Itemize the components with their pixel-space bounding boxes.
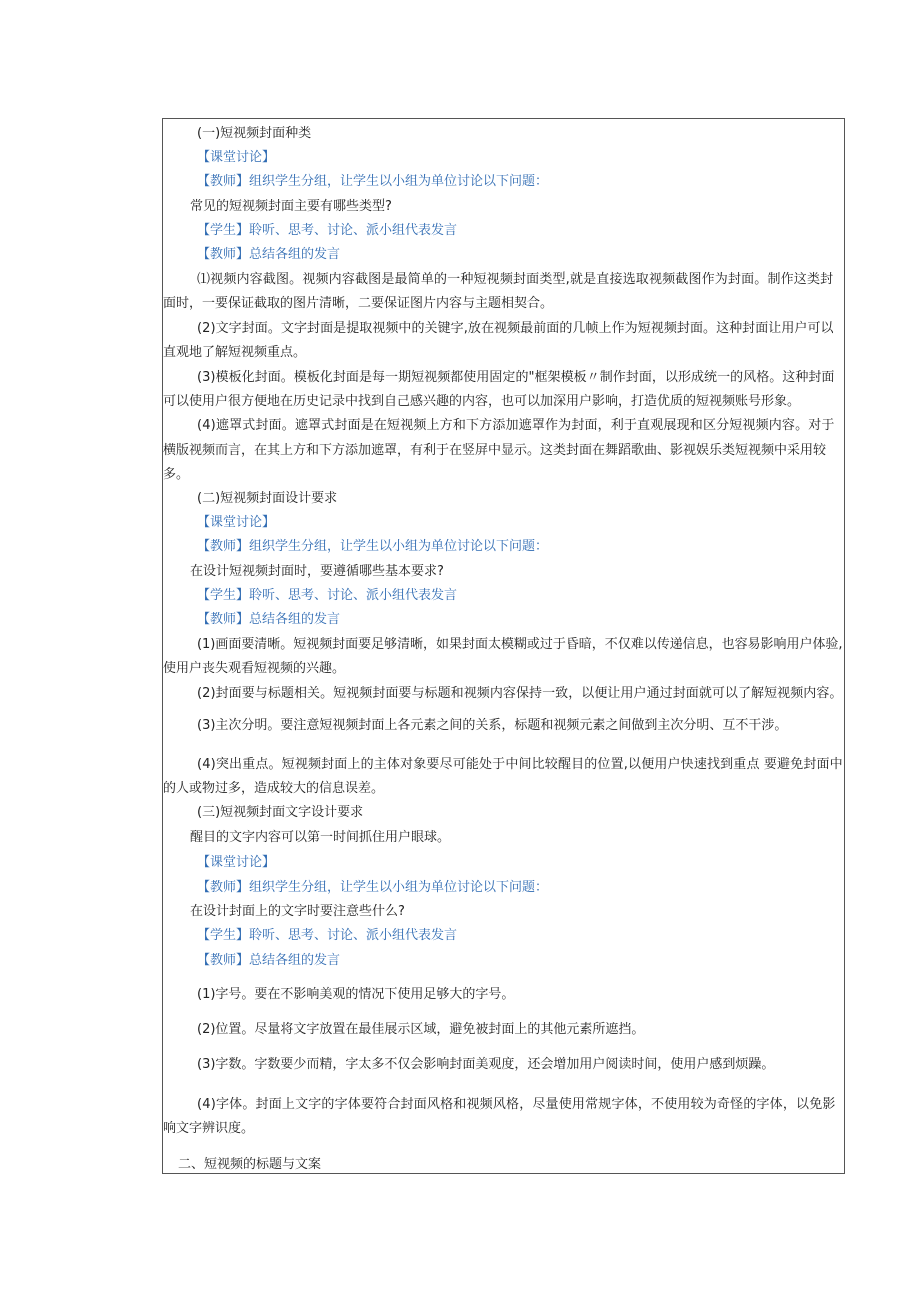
text-line-8: 面时，一要保证截取的图片清晰，二要保证图片内容与主题相契合。 xyxy=(163,296,554,311)
text-line-34: 【教师】总结各组的发言 xyxy=(197,953,341,968)
text-line-39: 响文字辨识度。 xyxy=(163,1121,255,1136)
text-line-14: 横版视频而言，在其上方和下方添加遮罩，有利于在竖屏中显示。这类封面在舞蹈歌曲、影视娱乐类短视频中采用较 xyxy=(163,443,827,458)
text-line-38: (4)字体。封面上文字的字体要符合封面风格和视频风格，尽量使用常规字体，不使用较为奇怪的字体，以免影 xyxy=(197,1097,836,1112)
text-line-33: 【学生】聆听、思考、讨论、派小组代表发言 xyxy=(197,928,458,943)
text-line-32: 在设计封面上的文字时要注意些什么? xyxy=(190,904,405,919)
text-line-24: (2)封面要与标题相关。短视频封面要与标题和视频内容保持一致，以便让用户通过封面就可以了解短视频内容。 xyxy=(197,686,843,701)
text-line-26: (4)突出重点。短视频封面上的主体对象要尽可能处于中间比较醒目的位置,以便用户快速找到重点 要避免封面中 xyxy=(197,757,843,772)
text-line-2: 【课堂讨论】 xyxy=(197,150,276,165)
text-line-9: (2)文字封面。文字封面是提取视频中的关键字,放在视频最前面的几帧上作为短视频封面。这种封面让用户可以 xyxy=(197,321,834,336)
text-line-25: (3)主次分明。要注意短视频封面上各元素之间的关系，标题和视频元素之间做到主次分明、互不干涉。 xyxy=(197,718,788,733)
text-line-27: 的人或物过多，造成较大的信息误差。 xyxy=(163,781,385,796)
text-line-31: 【教师】组织学生分组，让学生以小组为单位讨论以下问题： xyxy=(197,880,549,895)
text-line-5: 【学生】聆听、思考、讨论、派小组代表发言 xyxy=(197,223,458,238)
text-line-21: 【教师】总结各组的发言 xyxy=(197,612,341,627)
text-line-17: 【课堂讨论】 xyxy=(197,515,276,530)
text-line-1: (一)短视频封面种类 xyxy=(197,126,312,141)
text-line-15: 多。 xyxy=(163,467,190,482)
text-line-20: 【学生】聆听、思考、讨论、派小组代表发言 xyxy=(197,588,458,603)
text-line-30: 【课堂讨论】 xyxy=(197,855,276,870)
text-line-16: (二)短视频封面设计要求 xyxy=(197,491,338,506)
text-line-4: 常见的短视频封面主要有哪些类型? xyxy=(190,199,392,214)
text-line-13: (4)遮罩式封面。遮罩式封面是在短视频上方和下方添加遮罩作为封面，利于直观展现和区分短视频内容。对于 xyxy=(197,418,835,433)
text-line-12: 可以使用户很方便地在历史记录中找到自己感兴趣的内容，也可以加深用户影响，打造优质的短视频账号形象。 xyxy=(163,394,801,409)
text-line-29: 醒目的文字内容可以第一时间抓住用户眼球。 xyxy=(190,830,451,845)
text-line-11: (3)模板化封面。模板化封面是每一期短视频都使用固定的"框架模板〃制作封面，以形成统一的风格。这种封面 xyxy=(197,370,835,385)
text-line-19: 在设计短视频封面时，要遵循哪些基本要求? xyxy=(190,564,444,579)
text-line-23: 使用户丧失观看短视频的兴趣。 xyxy=(163,661,346,676)
text-line-37: (3)字数。字数要少而精，字太多不仅会影响封面美观度，还会增加用户阅读时间，使用户感到烦躁。 xyxy=(197,1057,775,1072)
text-line-35: (1)字号。要在不影响美观的情况下使用足够大的字号。 xyxy=(197,987,515,1002)
text-line-7: ⑴视频内容截图。视频内容截图是最简单的一种短视频封面类型,就是直接选取视频截图作为封面。制作这类封 xyxy=(197,272,834,287)
text-line-3: 【教师】组织学生分组，让学生以小组为单位讨论以下问题： xyxy=(197,174,549,189)
text-line-36: (2)位置。尽量将文字放置在最佳展示区域，避免被封面上的其他元素所遮挡。 xyxy=(197,1022,645,1037)
text-line-18: 【教师】组织学生分组，让学生以小组为单位讨论以下问题： xyxy=(197,539,549,554)
text-line-22: (1)画面要清晰。短视频封面要足够清晰，如果封面太模糊或过于昏暗，不仅难以传递信息，也容易影响用户体验, xyxy=(197,637,843,652)
text-line-28: (三)短视频封面文字设计要求 xyxy=(197,805,364,820)
text-line-10: 直观地了解短视频重点。 xyxy=(163,345,307,360)
text-line-6: 【教师】总结各组的发言 xyxy=(197,247,341,262)
text-line-40: 二、短视频的标题与文案 xyxy=(178,1157,322,1172)
